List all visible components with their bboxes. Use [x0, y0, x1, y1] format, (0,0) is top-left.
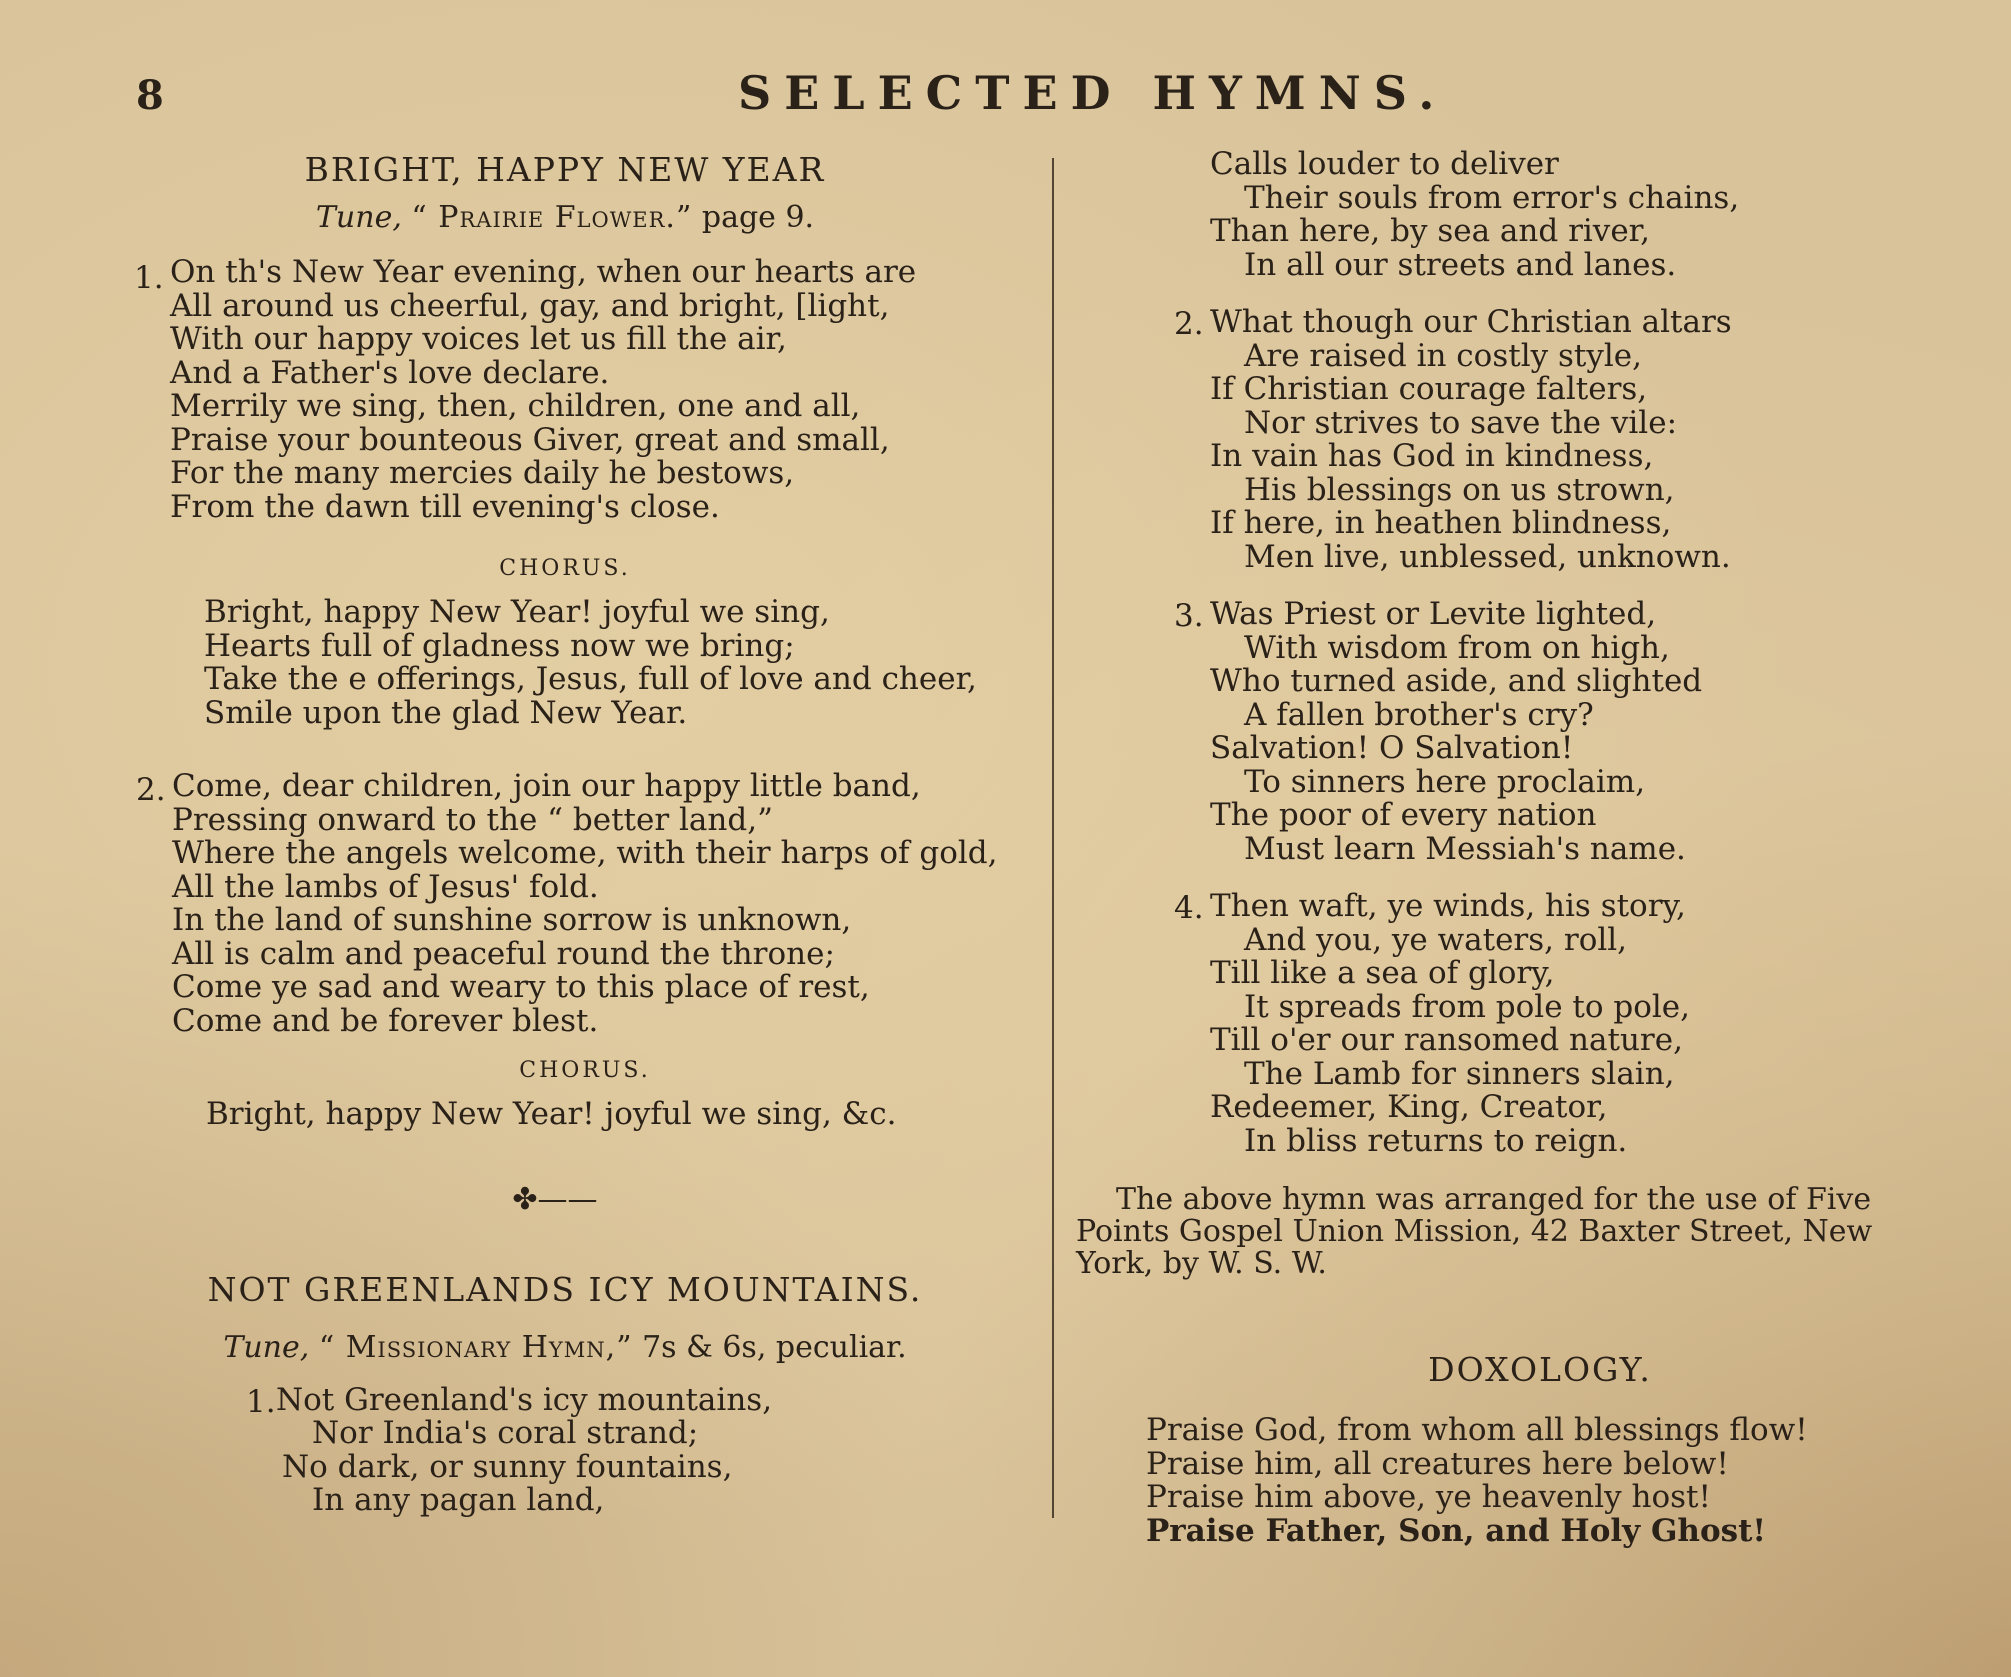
verse-line: Salvation! O Salvation! [1210, 730, 1574, 766]
verse-line: From the dawn till evening's close. [170, 488, 720, 525]
verse-line: And a Father's love declare. [170, 354, 610, 391]
running-title: SELECTED HYMNS. [738, 66, 1448, 120]
hymn2-tune-meter: 7s & 6s, peculiar. [642, 1329, 907, 1365]
verse-line: Calls louder to deliver [1210, 146, 1559, 182]
doxology-line: Praise him, all creatures here below! [1146, 1445, 1729, 1482]
hymn1-tune-label: Tune, [315, 200, 402, 235]
hymn2-title: NOT GREENLANDS ICY MOUNTAINS. [207, 1269, 923, 1309]
chorus-line: Bright, happy New Year! joyful we sing, &c. [206, 1096, 897, 1132]
verse-line: Come ye sad and weary to this place of rest, [172, 969, 870, 1005]
verse-line: Nor India's coral strand; [312, 1415, 699, 1451]
verse-number: 1. [134, 260, 164, 296]
chorus-line: Smile upon the glad New Year. [204, 694, 688, 731]
verse-number: 2. [136, 772, 166, 808]
verse-line: Come and be forever blest. [172, 1002, 599, 1039]
note-line: Points Gospel Union Mission, 42 Baxter Street, New [1076, 1214, 1873, 1249]
verse-line: Then waft, ye winds, his story, [1210, 888, 1686, 924]
left-column [130, 150, 1040, 1518]
hymn1-tune-page: page 9. [701, 200, 815, 235]
verse-line: In any pagan land, [312, 1482, 605, 1518]
chorus-line: Hearts full of gladness now we bring; [204, 627, 795, 664]
hymn1-tune [90, 198, 1040, 238]
verse-line: With wisdom from on high, [1244, 629, 1670, 666]
note-line: York, by W. S. W. [1076, 1246, 1327, 1281]
hymn1-chorus2 [130, 1098, 1040, 1132]
verse-line: Nor strives to save the vile: [1244, 404, 1678, 441]
section-ornament: ✤—— [512, 1181, 598, 1217]
verse-line: A fallen brother's cry? [1244, 696, 1594, 733]
hymn1-chorus [130, 596, 1040, 730]
verse-number: 4. [1174, 890, 1204, 926]
chorus-line: Take the e offerings, Jesus, full of love and cheer, [204, 661, 977, 697]
hymn2-verse-1 [130, 1381, 1040, 1518]
verse-line: Was Priest or Levite lighted, [1210, 596, 1657, 632]
verse-line: Till like a sea of glory, [1210, 955, 1555, 991]
hymn1-chorus-heading: CHORUS. [499, 556, 631, 581]
verse-line: And you, ye waters, roll, [1244, 921, 1628, 958]
verse-number: 1. [246, 1383, 276, 1420]
verse-line: Redeemer, King, Creator, [1210, 1089, 1608, 1125]
hymn1-verse-2 [130, 770, 1040, 1038]
verse-line: For the many mercies daily he bestows, [170, 455, 795, 491]
verse-line: In bliss returns to reign. [1244, 1122, 1628, 1159]
verse-line: Come, dear children, join our happy little band, [172, 768, 921, 804]
verse-line: On th's New Year evening, when our hearts are [170, 254, 917, 290]
verse-line: In vain has God in kindness, [1210, 438, 1654, 474]
verse-line: Must learn Messiah's name. [1244, 830, 1686, 867]
verse-line: Pressing onward to the “ better land,” [172, 801, 773, 838]
verse-line: Than here, by sea and river, [1210, 213, 1650, 249]
verse-line: If here, in heathen blindness, [1210, 505, 1672, 541]
doxology-text [1070, 1414, 1970, 1548]
doxology-line: Praise God, from whom all blessings flow! [1146, 1412, 1808, 1448]
verse-line: His blessings on us strown, [1244, 471, 1675, 508]
hymn1-tune-name: “ Prairie Flower.” [411, 200, 693, 235]
chorus-line: Bright, happy New Year! joyful we sing, [204, 594, 830, 630]
doxology-line: Praise Father, Son, and Holy Ghost! [1146, 1512, 1767, 1549]
page-number: 8 [136, 72, 164, 119]
right-column [1070, 148, 1970, 1548]
doxology-line: Praise him above, ye heavenly host! [1146, 1479, 1711, 1515]
hymn2-verse-4 [1070, 890, 1970, 1158]
verse-line: Are raised in costly style, [1244, 337, 1642, 374]
verse-line: Till o'er our ransomed nature, [1210, 1022, 1683, 1058]
verse-line: What though our Christian altars [1210, 304, 1732, 340]
verse-line: Praise your bounteous Giver, great and small, [170, 421, 890, 458]
hymn2-tune [90, 1328, 1040, 1368]
doxology-title: DOXOLOGY. [1428, 1350, 1652, 1389]
verse-line: With our happy voices let us fill the air, [170, 321, 787, 357]
verse-line: It spreads from pole to pole, [1244, 988, 1690, 1025]
hymn2-verse-3 [1070, 598, 1970, 866]
verse-line: All around us cheerful, gay, and bright, [light, [170, 287, 890, 324]
verse-line: In the land of sunshine sorrow is unknown, [172, 902, 852, 938]
verse-line: Merrily we sing, then, children, one and all, [170, 388, 861, 424]
verse-line: In all our streets and lanes. [1244, 246, 1677, 283]
hymn2-tune-name: “ Missionary Hymn,” [318, 1329, 633, 1365]
verse-line: Men live, unblessed, unknown. [1244, 538, 1731, 575]
hymn2-verse-2 [1070, 306, 1970, 574]
verse-number: 2. [1174, 306, 1204, 342]
verse-line: All the lambs of Jesus' fold. [172, 868, 599, 905]
hymn-arrangement-note [1070, 1184, 1970, 1280]
hymn1-title: BRIGHT, HAPPY NEW YEAR [304, 150, 826, 189]
verse-line: All is calm and peaceful round the throne; [172, 935, 835, 972]
verse-line: If Christian courage falters, [1210, 371, 1648, 407]
hymn2-verse-1-continued [1070, 148, 1970, 282]
verse-line: Their souls from error's chains, [1244, 179, 1740, 216]
verse-line: No dark, or sunny fountains, [282, 1448, 733, 1485]
verse-line: Where the angels welcome, with their harps of gold, [172, 835, 998, 871]
verse-number: 3. [1174, 598, 1204, 634]
hymn1-chorus2-heading: CHORUS. [519, 1058, 651, 1083]
column-divider [1052, 158, 1054, 1518]
verse-line: Not Greenland's icy mountains, [276, 1381, 773, 1418]
verse-line: To sinners here proclaim, [1244, 763, 1646, 800]
hymn2-tune-label: Tune, [223, 1329, 310, 1365]
note-line: The above hymn was arranged for the use of Five [1116, 1182, 1872, 1217]
verse-line: The Lamb for sinners slain, [1244, 1055, 1675, 1092]
verse-line: The poor of every nation [1210, 797, 1597, 833]
verse-line: Who turned aside, and slighted [1210, 663, 1703, 699]
hymn1-verse-1 [130, 256, 1040, 524]
